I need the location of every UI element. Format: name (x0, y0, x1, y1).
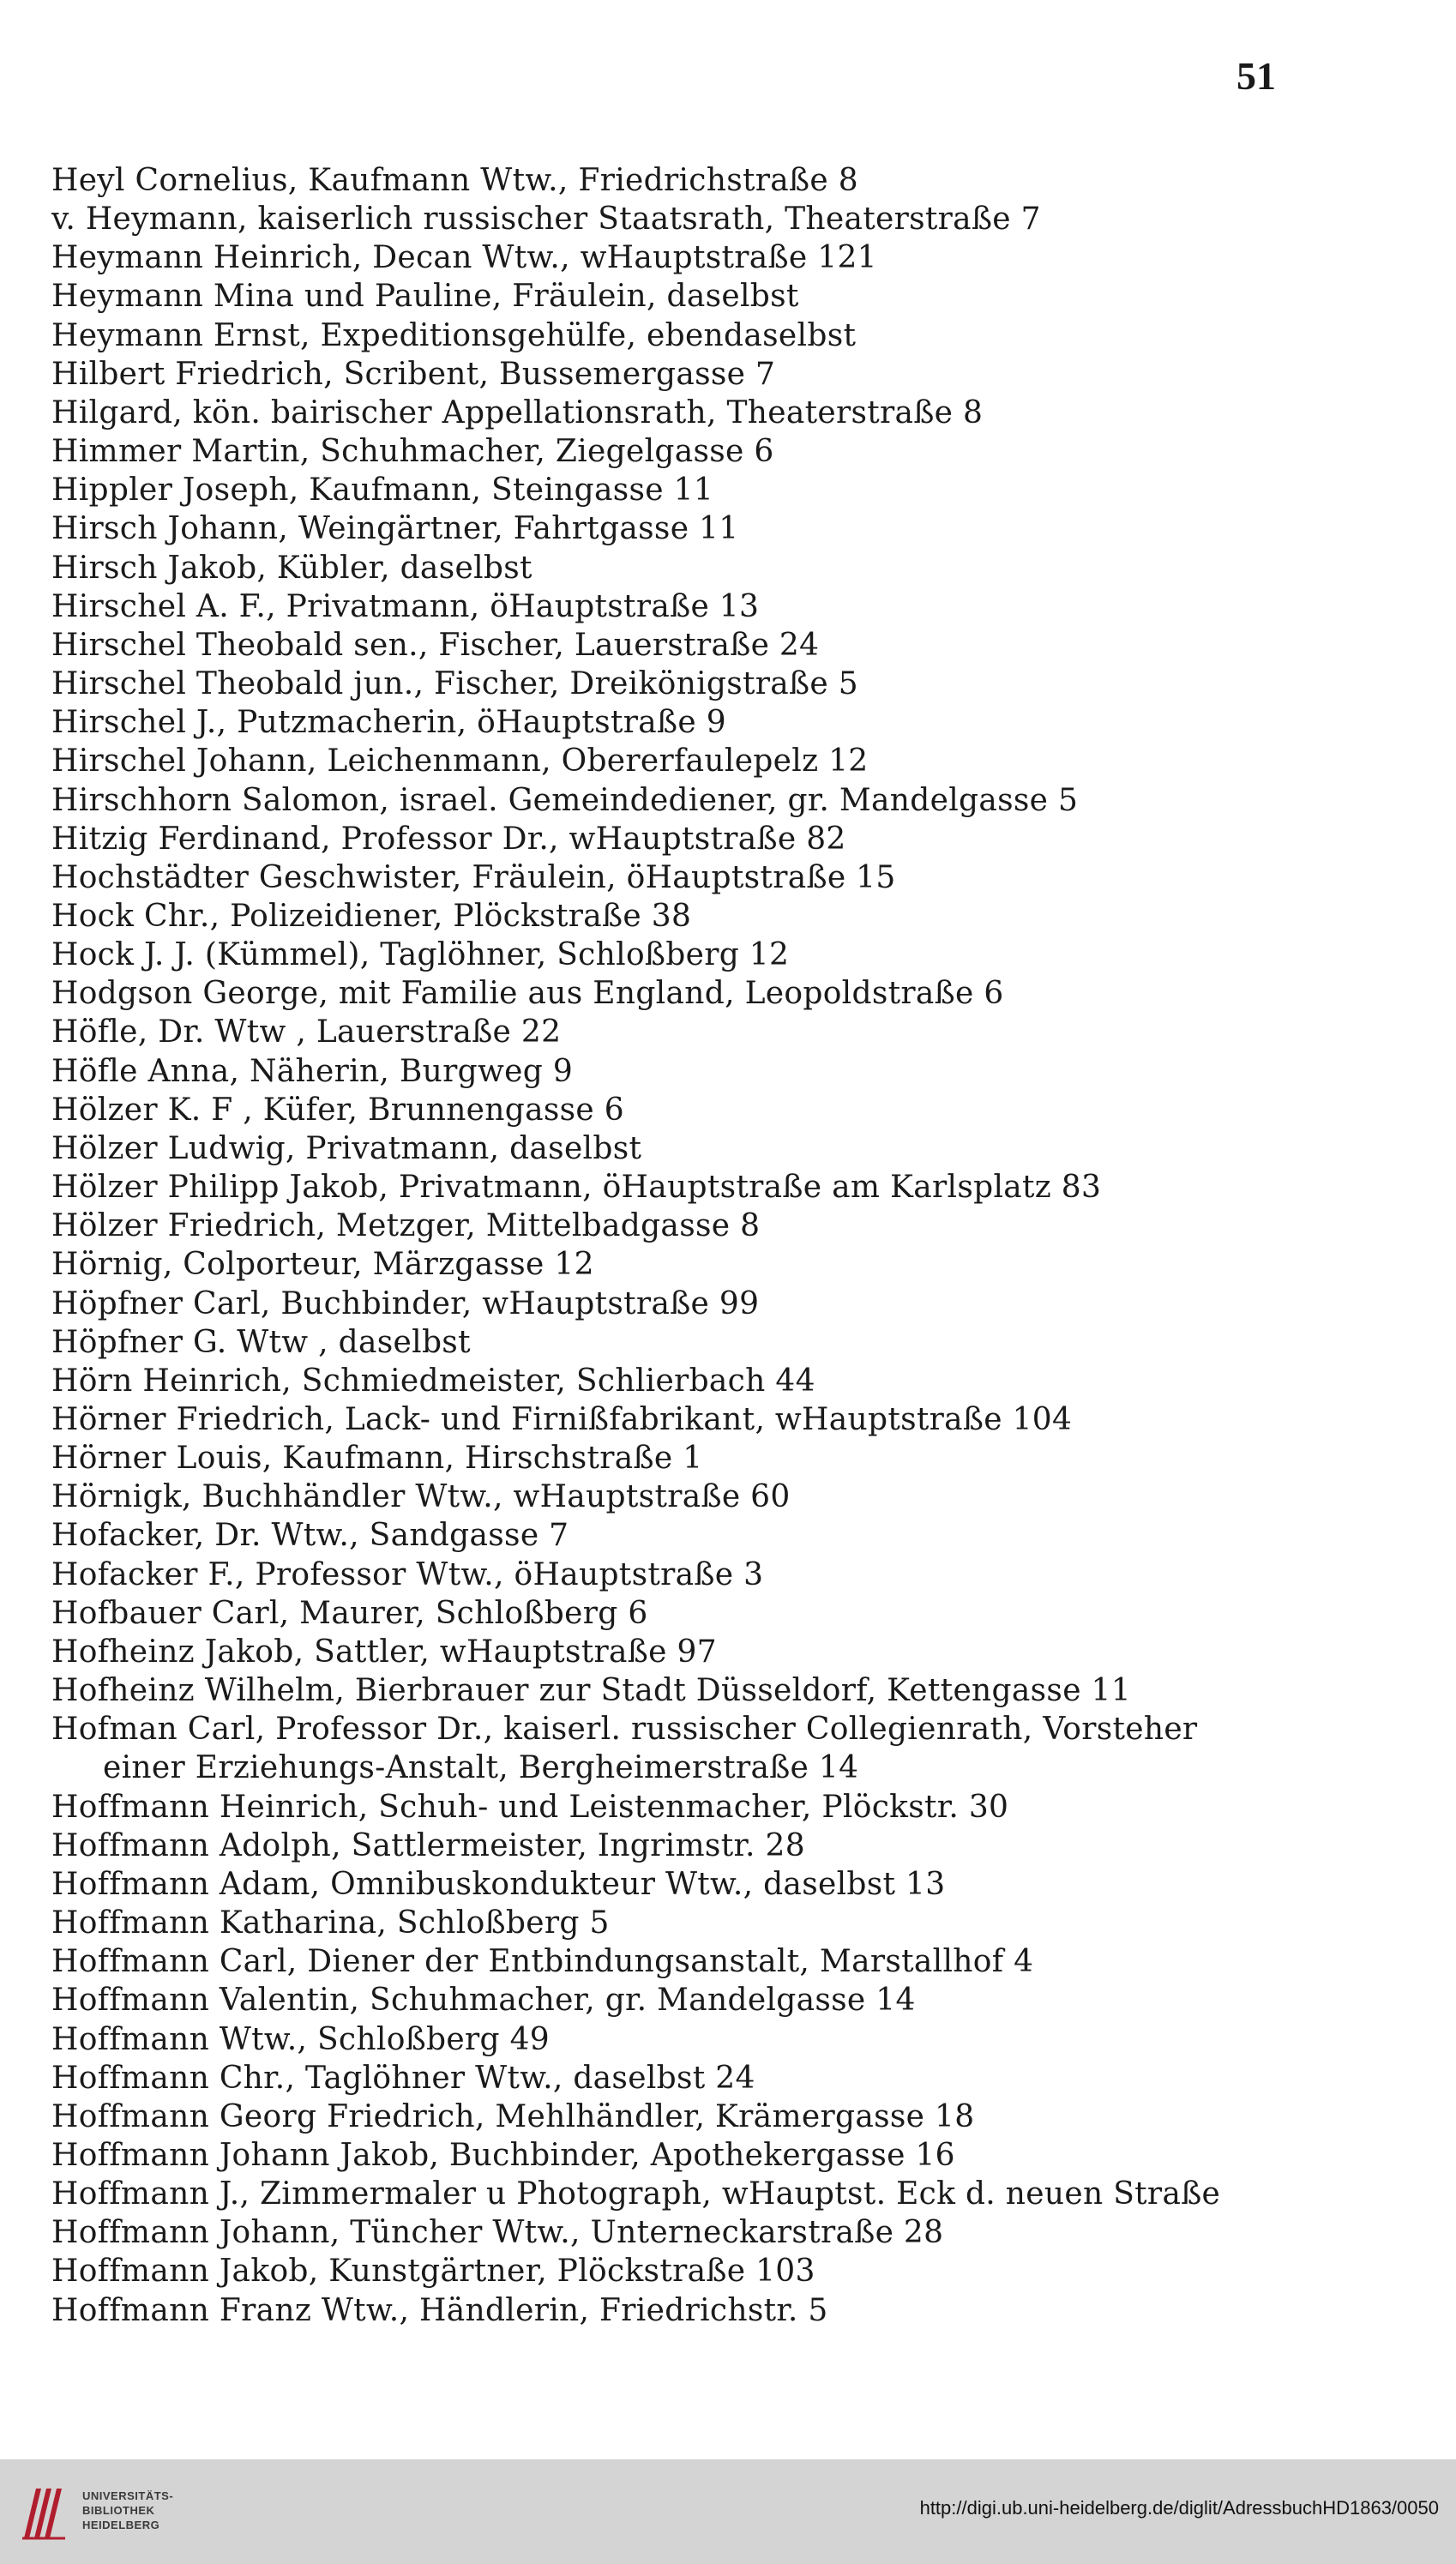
entry: Hofbauer Carl, Maurer, Schloßberg 6 (51, 1595, 648, 1631)
entry: Hilgard, kön. bairischer Appellationsrath, Theaterstraße 8 (51, 394, 984, 430)
entry: Höfle, Dr. Wtw , Lauerstraße 22 (51, 1014, 562, 1050)
entry: Hochstädter Geschwister, Fräulein, öHauptstraße 15 (51, 859, 896, 895)
entry: Hippler Joseph, Kaufmann, Steingasse 11 (51, 472, 714, 509)
entry: Hörner Friedrich, Lack- und Firnißfabrikant, wHauptstraße 104 (51, 1402, 1073, 1437)
library-logo-icon (19, 2482, 69, 2543)
entry: Hölzer K. F , Küfer, Brunnengasse 6 (51, 1092, 624, 1128)
entry: Hoffmann Franz Wtw., Händlerin, Friedrichstr. 5 (51, 2292, 828, 2328)
entry: Hofman Carl, Professor Dr., kaiserl. russischer Collegienrath, Vorsteher (51, 1712, 1198, 1748)
entry: Hilbert Friedrich, Scribent, Bussemergasse 7 (51, 356, 776, 392)
entry: Heymann Mina und Pauline, Fräulein, daselbst (51, 279, 799, 315)
entry: Hoffmann Katharina, Schloßberg 5 (51, 1905, 610, 1941)
entry: Hirschel Theobald sen., Fischer, Lauerstraße 24 (51, 627, 820, 663)
entry: Hodgson George, mit Familie aus England, Leopoldstraße 6 (51, 976, 1004, 1012)
entry: Hirsch Jakob, Kübler, daselbst (51, 550, 532, 586)
entry: Hirschhorn Salomon, israel. Gemeindediener, gr. Mandelgasse 5 (51, 782, 1079, 818)
entry: Hoffmann Jakob, Kunstgärtner, Plöckstraße 103 (51, 2254, 815, 2290)
entry: Hörn Heinrich, Schmiedmeister, Schlierbach 44 (51, 1363, 815, 1399)
entry: Hörnig, Colporteur, Märzgasse 12 (51, 1247, 594, 1283)
entry: Hoffmann Adolph, Sattlermeister, Ingrimstr. 28 (51, 1827, 805, 1863)
entry: Hoffmann J., Zimmermaler u Photograph, wHauptst. Eck d. neuen Straße (51, 2176, 1221, 2212)
footer-bar (0, 2459, 1456, 2564)
entry-continuation (51, 1748, 1423, 1787)
entry: Höfle Anna, Näherin, Burgweg 9 (51, 1053, 574, 1089)
entry: Hirschel Johann, Leichenmann, Obererfaulepelz 12 (51, 743, 869, 779)
logo-line: HEIDELBERG (82, 2519, 160, 2531)
entry: Hofheinz Jakob, Sattler, wHauptstraße 97 (51, 1634, 717, 1670)
entry: Hock J. J. (Kümmel), Taglöhner, Schloßberg 12 (51, 937, 790, 973)
entry: Hölzer Ludwig, Privatmann, daselbst (51, 1130, 642, 1166)
entry: Heymann Ernst, Expeditionsgehülfe, ebendaselbst (51, 317, 857, 353)
entry: Himmer Martin, Schuhmacher, Ziegelgasse 6 (51, 434, 774, 470)
entry: Hölzer Philipp Jakob, Privatmann, öHauptstraße am Karlsplatz 83 (51, 1170, 1102, 1206)
entry: Hoffmann Carl, Diener der Entbindungsanstalt, Marstallhof 4 (51, 1944, 1034, 1980)
entry: Hirschel A. F., Privatmann, öHauptstraße 13 (51, 588, 760, 624)
entry: Hörnigk, Buchhändler Wtw., wHauptstraße 60 (51, 1479, 791, 1515)
entry: Heymann Heinrich, Decan Wtw., wHauptstraße 121 (51, 240, 877, 276)
entry: Höpfner G. Wtw , daselbst (51, 1324, 471, 1360)
entry-continuation-text: einer Erziehungs-Anstalt, Bergheimerstraße 14 (103, 1750, 859, 1786)
source-url[interactable]: http://digi.ub.uni-heidelberg.de/diglit/AdressbuchHD1863/0050 (919, 2497, 1439, 2519)
entry: Hofheinz Wilhelm, Bierbrauer zur Stadt Düsseldorf, Kettengasse 11 (51, 1673, 1131, 1709)
entry: Höpfner Carl, Buchbinder, wHauptstraße 99 (51, 1285, 760, 1321)
page-number: 51 (1236, 54, 1276, 98)
logo-line: BIBLIOTHEK (82, 2504, 155, 2517)
entry: Hoffmann Johann Jakob, Buchbinder, Apothekergasse 16 (51, 2137, 955, 2173)
library-logo-text (82, 2489, 173, 2532)
entry: v. Heymann, kaiserlich russischer Staatsrath, Theaterstraße 7 (51, 202, 1041, 238)
entry: Hoffmann Chr., Taglöhner Wtw., daselbst 24 (51, 2060, 755, 2096)
entry: Hirsch Johann, Weingärtner, Fahrtgasse 11 (51, 511, 739, 547)
logo-line: UNIVERSITÄTS- (82, 2489, 174, 2502)
entry: Hirschel Theobald jun., Fischer, Dreikönigstraße 5 (51, 666, 858, 702)
entry: Hoffmann Wtw., Schloßberg 49 (51, 2021, 550, 2057)
entry: Hoffmann Adam, Omnibuskondukteur Wtw., daselbst 13 (51, 1866, 946, 1902)
entry: Hock Chr., Polizeidiener, Plöckstraße 38 (51, 898, 692, 934)
address-entries (51, 161, 1423, 2330)
entry: Hoffmann Valentin, Schuhmacher, gr. Mandelgasse 14 (51, 1983, 916, 2019)
entry: Hoffmann Georg Friedrich, Mehlhändler, Krämergasse 18 (51, 2098, 975, 2134)
entry: Hofacker, Dr. Wtw., Sandgasse 7 (51, 1518, 569, 1554)
entry: Hofacker F., Professor Wtw., öHauptstraße 3 (51, 1556, 764, 1592)
entry: Hoffmann Heinrich, Schuh- und Leistenmacher, Plöckstr. 30 (51, 1789, 1009, 1825)
entry: Hoffmann Johann, Tüncher Wtw., Unterneckarstraße 28 (51, 2215, 944, 2251)
entry: Hirschel J., Putzmacherin, öHauptstraße 9 (51, 705, 726, 741)
entry: Hörner Louis, Kaufmann, Hirschstraße 1 (51, 1441, 703, 1477)
entry: Heyl Cornelius, Kaufmann Wtw., Friedrichstraße 8 (51, 163, 858, 198)
entry: Hölzer Friedrich, Metzger, Mittelbadgasse 8 (51, 1208, 761, 1244)
entry: Hitzig Ferdinand, Professor Dr., wHauptstraße 82 (51, 821, 846, 857)
